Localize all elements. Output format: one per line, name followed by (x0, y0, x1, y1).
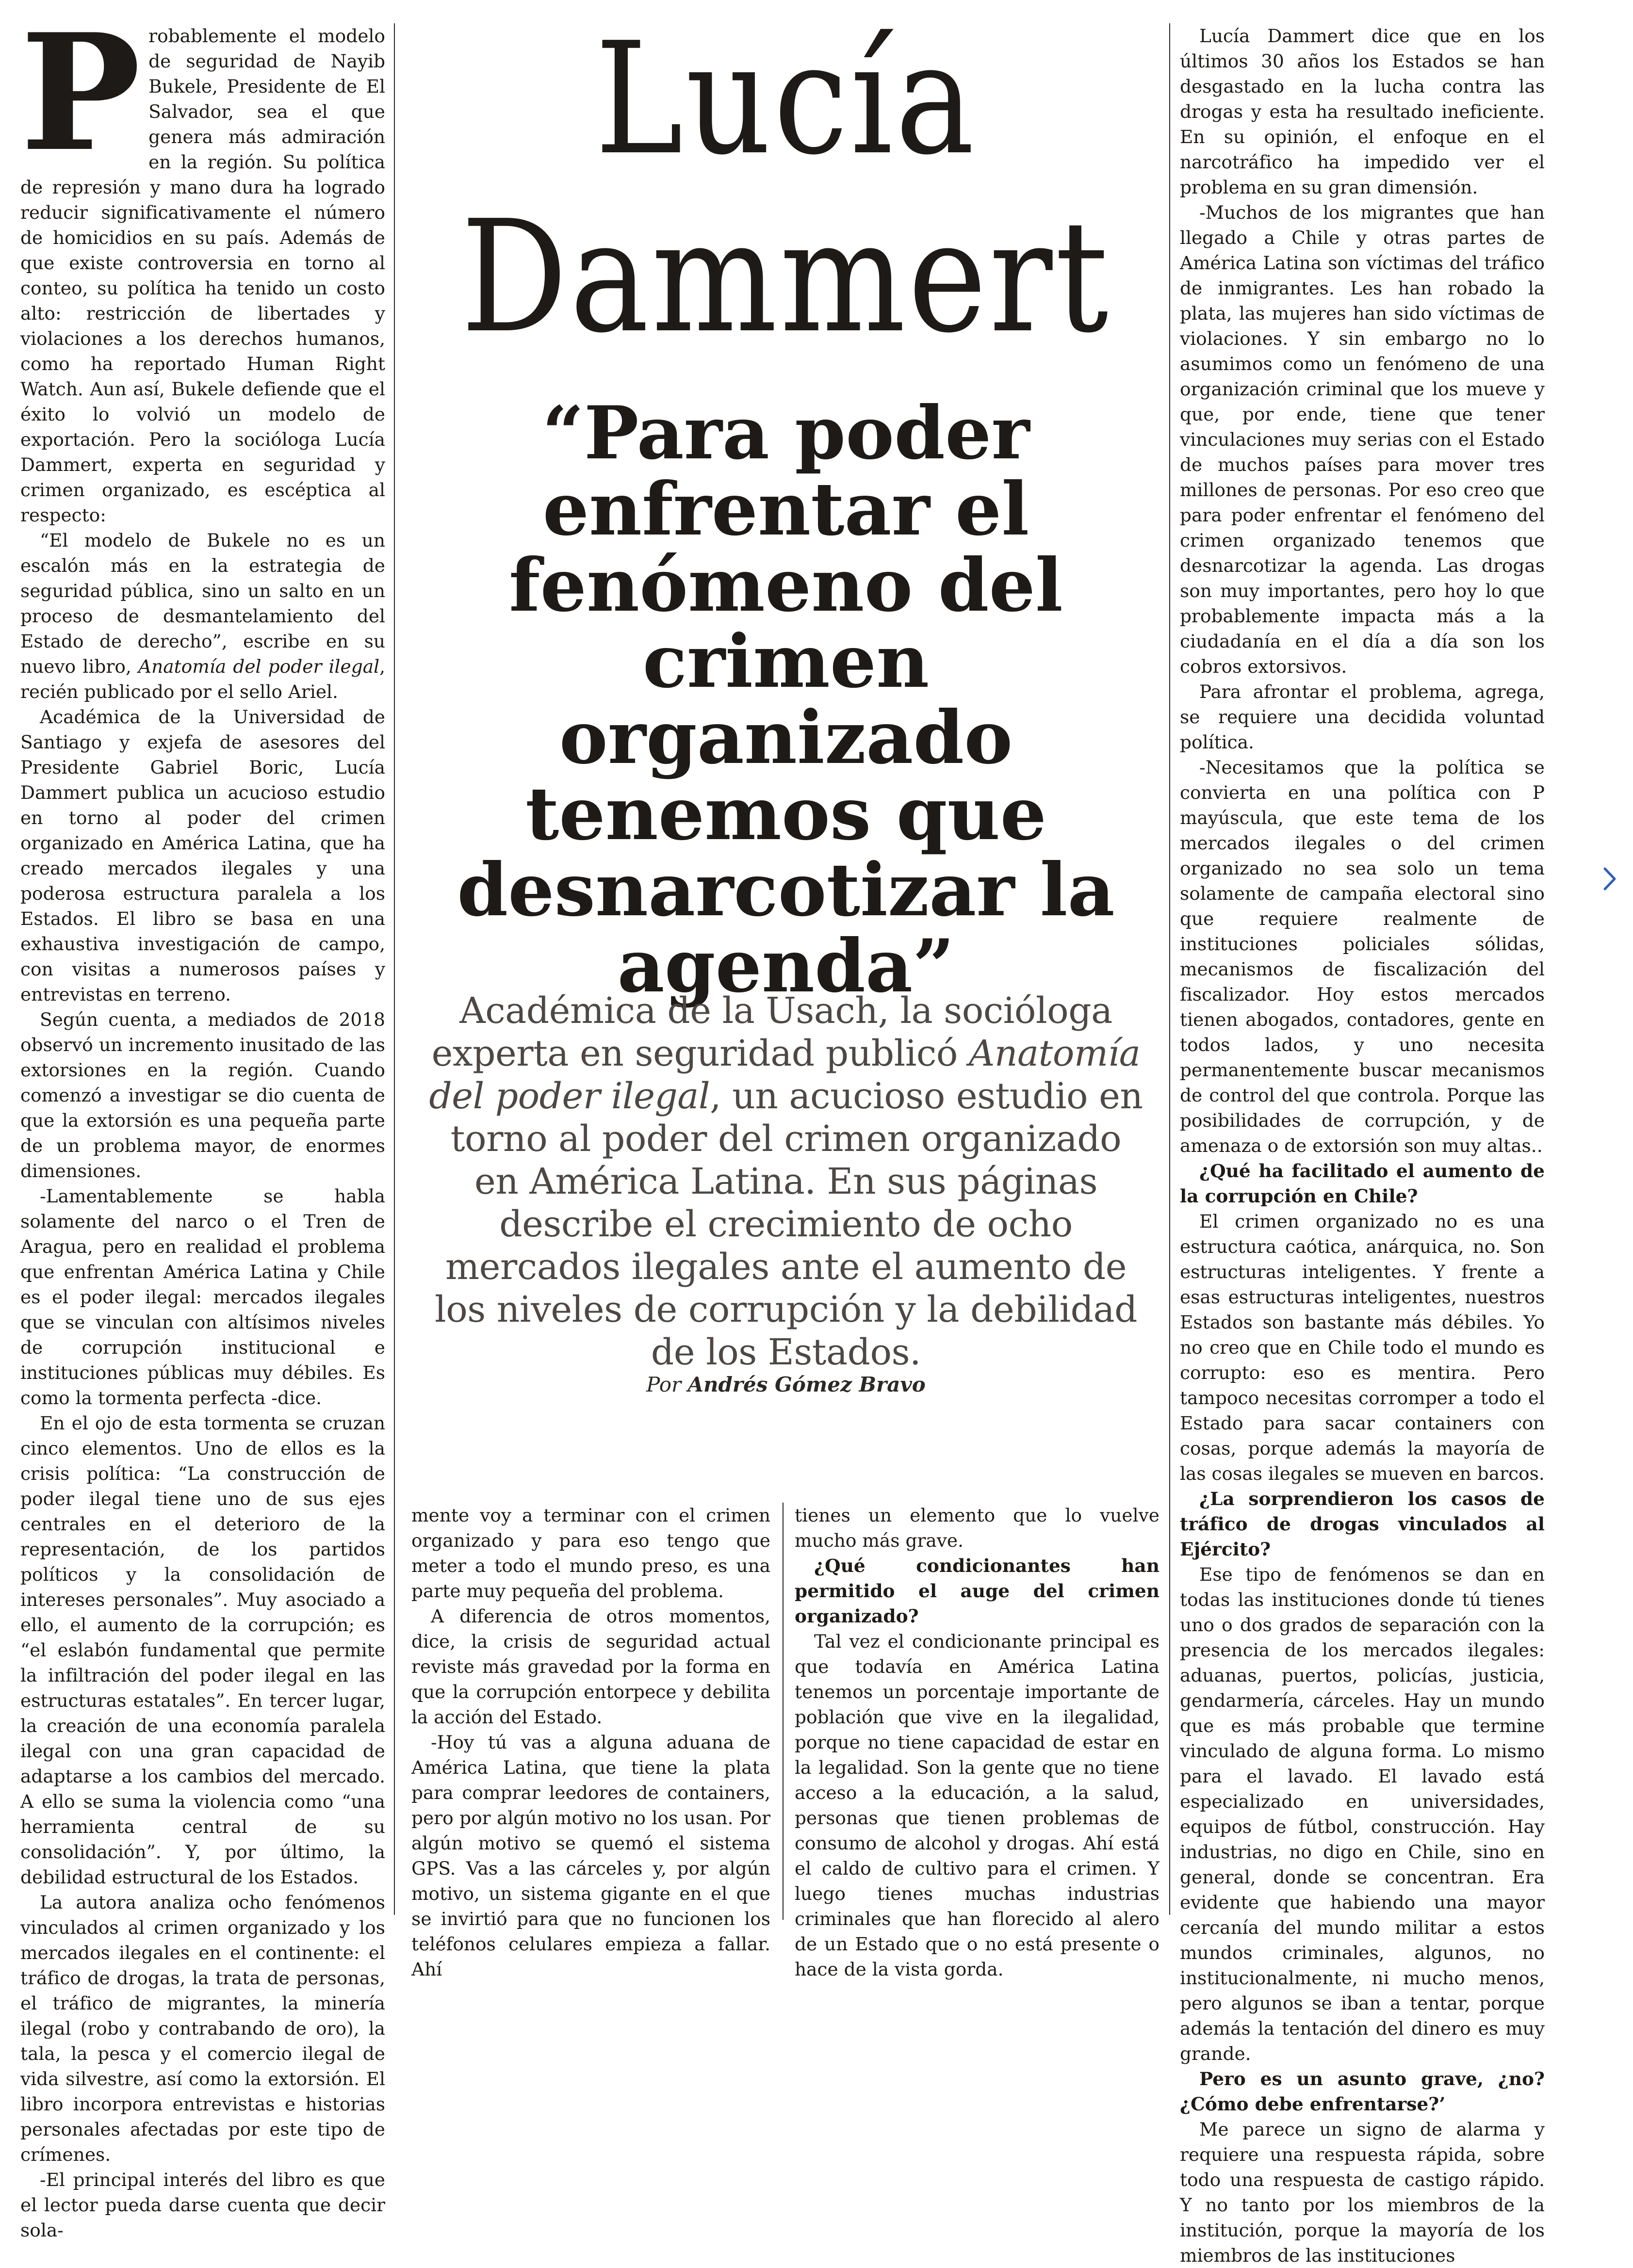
paragraph: Académica de la Universidad de Santiago y exjefa de asesores del Presidente Gabriel Boric, Lucía Dammert publica un acucioso estudio en torno al poder del crimen organizado en América Latina, que ha creado mercados ilegales y una poderosa estructura paralela a los Estados. El libro se basa en una exhaustiva investigación de campo, con visitas a numerosos países y entrevistas en terreno. (20, 706, 385, 1005)
article-column-3 (795, 1503, 1159, 1980)
chevron-right-icon (1602, 866, 1617, 891)
headline-quote: “Para poder enfrentar el fenómeno del crimen organizado tenemos que desnarcotizar la agenda” (457, 390, 1115, 1009)
paragraph: “El modelo de Bukele no es un escalón más en la estrategia de seguridad pública, sino un salto en un proceso de desmantelamiento del Estado de derecho”, escribe en su nuevo libro, Anatomía del poder ilegal, recién publicado por el sello Ariel. (20, 530, 386, 702)
column-rule-middle (783, 1503, 784, 1920)
next-page-chevron-right-icon[interactable] (1599, 863, 1620, 894)
paragraph: tienes un elemento que lo vuelve mucho más grave. (795, 1505, 1159, 1551)
interview-question: ¿Qué ha facilitado el aumento de la corrupción en Chile? (1180, 1160, 1545, 1207)
interview-question: ¿La sorprendieron los casos de tráfico de drogas vinculados al Ejército? (1180, 1488, 1545, 1560)
column-rule-right (1169, 23, 1170, 1915)
deck-book-title: Anatomía del poder ilegal (429, 1033, 1141, 1117)
article-column-1 (20, 0, 386, 2241)
paragraph: Lucía Dammert dice que en los últimos 30 años los Estados se han desgastado en la lucha contra las drogas y esta ha resultado ineficiente. En su opinión, el enfoque en el narcotráfico ha impedido ver el problema en su gran dimensión. (1180, 25, 1545, 198)
paragraph: El crimen organizado no es una estructura caótica, anárquica, no. Son estructuras inteligentes. Y frente a esas estructuras inteligentes, nuestros Estados son bastante más débiles. Yo no creo que en Chile todo el mundo es corrupto: eso es mentira. Pero tampoco necesitas corromper a todo el Estado para sacar containers con cosas, porque además la mayoría de las cosas ilegales se mueven en barcos. (1180, 1211, 1545, 1484)
paragraph: mente voy a terminar con el crimen organizado y para eso tengo que meter a todo el mundo preso, es una parte muy pequeña del problema. (411, 1505, 770, 1602)
interview-question: Pero es un asunto grave, ¿no? ¿Cómo debe enfrentarse?’ (1180, 2068, 1545, 2115)
article-column-4 (1180, 23, 1545, 2266)
byline: Por Andrés Gómez Bravo (646, 1373, 926, 1396)
deck-summary: Académica de la Usach, la socióloga experta en seguridad publicó Anatomía del poder ilegal, un acucioso estudio en torno al poder del crimen organizado en América Latina. En sus páginas describe el crecimiento de ocho mercados ilegales ante el aumento de los niveles de corrupción y la debilidad de los Estados. (429, 990, 1143, 1373)
name-first: Lucía (595, 9, 977, 189)
column-rule-left (394, 23, 395, 1915)
paragraph: -Lamentablemente se habla solamente del narco o el Tren de Aragua, pero en realidad el problema que enfrentan América Latina y Chile es el poder ilegal: mercados ilegales que se vinculan con altísimos niveles de corrupción institucional e instituciones públicas muy débiles. Es como la tormenta perfecta -dice. (20, 1185, 385, 1409)
paragraph: -Hoy tú vas a alguna aduana de América Latina, que tiene la plata para comprar leedores de containers, pero por algún motivo no los usan. Por algún motivo se quemó el sistema GPS. Vas a las cárceles y, por algún motivo, un sistema gigante en el que se invirtió para que no funcionen los teléfonos celulares empieza a fallar. Ahí (411, 1732, 770, 1980)
article-column-2 (411, 1503, 770, 1980)
paragraph: Ese tipo de fenómenos se dan en todas las instituciones donde tú tienes uno o dos grados de separación con la presencia de los mercados ilegales: aduanas, puertos, policías, justicia, gendarmería, cárceles. Hay un mundo que es más probable que termine vinculado de alguna forma. Lo mismo para el lavado. El lavado está especializado en universidades, equipos de fútbol, construcción. Hay industrias, no digo en Chile, sino en general, donde se concentran. Era evidente que habiendo una mayor cercanía del mundo militar a estos mundos criminales, algunos, no institucionalmente, ni mucho menos, pero algunos se iban a tentar, porque además la tentación del dinero es muy grande. (1180, 1564, 1545, 2064)
interview-question: ¿Qué condicionantes han permitido el auge del crimen organizado? (795, 1555, 1159, 1627)
name-last: Dammert (461, 187, 1111, 367)
drop-cap: P (20, 0, 141, 187)
paragraph: Según cuenta, a mediados de 2018 observó un incremento inusitado de las extorsiones en la región. Cuando comenzó a investigar se dio cuenta de que la extorsión es una pequeña parte de un problema mayor, de enormes dimensiones. (20, 1009, 385, 1182)
paragraph: -Necesitamos que la política se convierta en una política con P mayúscula, que este tema de los mercados ilegales o del crimen organizado no sea solo un tema solamente de campaña electoral sino que requiere realmente de instituciones policiales sólidas, mecanismos de fiscalización del fiscalizador. Hoy estos mercados tienen abogados, contadores, gente en todos lados, y uno necesita permanentemente buscar mecanismos de control del que controla. Porque las posibilidades de corrupción, y de amenaza o de extorsión son muy altas.. (1180, 757, 1545, 1156)
paragraph: En el ojo de esta tormenta se cruzan cinco elementos. Uno de ellos es la crisis política: “La construcción de poder ilegal tiene uno de sus ejes centrales en el deterioro de la representación, de los partidos políticos y la consolidación de intereses personales”. Muy asociado a ello, el aumento de la corrupción; es “el eslabón fundamental que permite la infiltración del poder ilegal en las estructuras estatales”. En tercer lugar, la creación de una economía paralela ilegal con una gran capacidad de adaptarse a los cambios del mercado. A ello se suma la violencia como “una herramienta central de su consolidación”. Y, por último, la debilidad estructural de los Estados. (20, 1412, 385, 1888)
byline-author: Andrés Gómez Bravo (687, 1373, 926, 1396)
paragraph: -Muchos de los migrantes que han llegado a Chile y otras partes de América Latina son víctimas del tráfico de inmigrantes. Les han robado la plata, las mujeres han sido víctimas de violaciones. Y sin embargo no lo asumimos como un fenómeno de una organización criminal que los mueve y que, por ende, tiene que tener vinculaciones muy serias con el Estado de muchos países para mover tres millones de personas. Por eso creo que para poder enfrentar el fenómeno del crimen organizado tenemos que desnarcotizar la agenda. Las drogas son muy importantes, pero hoy lo que probablemente impacta más a la ciudadanía en el día a día son los cobros extorsivos. (1180, 202, 1545, 677)
paragraph: Para afrontar el problema, agrega, se requiere una decidida voluntad política. (1180, 681, 1545, 753)
paragraph: Me parece un signo de alarma y requiere una respuesta rápida, sobre todo una respuesta de castigo rápido. Y no tanto por los miembros de la institución, porque la mayoría de los miembros de las instituciones (1180, 2119, 1545, 2266)
intro-paragraph: Probablemente el modelo de seguridad de Nayib Bukele, Presidente de El Salvador, sea el que genera más admiración en la región. Su política de represión y mano dura ha logrado reducir significativamente el número de homicidios en su país. Además de que existe controversia en torno al conteo, su política ha tenido un costo alto: restricción de libertades y violaciones a los derechos humanos, como ha reportado Human Right Watch. Aun así, Bukele defiende que el éxito lo volvió un modelo de exportación. Pero la socióloga Lucía Dammert, experta en seguridad y crimen organizado, es escéptica al respecto: (20, 0, 385, 526)
paragraph: -El principal interés del libro es que el lector pueda darse cuenta que decir sola- (20, 2169, 385, 2241)
paragraph: Tal vez el condicionante principal es que todavía en América Latina tenemos un porcentaje importante de población que vive en la ilegalidad, porque no tiene capacidad de estar en la legalidad. Son la gente que no tiene acceso a la educación, a la salud, personas que tienen problemas de consumo de alcohol y drogas. Ahí está el caldo de cultivo para el crimen. Y luego tienes muchas industrias criminales que han florecido al alero de un Estado que o no está presente o hace de la vista gorda. (795, 1631, 1159, 1980)
paragraph: La autora analiza ocho fenómenos vinculados al crimen organizado y los mercados ilegales en el continente: el tráfico de drogas, la trata de personas, el tráfico de migrantes, la minería ilegal (robo y contrabando de oro), la tala, la pesca y el comercio ilegal de vida silvestre, así como la extorsión. El libro incorpora entrevistas e historias personales afectadas por este tipo de crímenes. (20, 1892, 385, 2165)
paragraph: A diferencia de otros momentos, dice, la crisis de seguridad actual reviste más gravedad por la forma en que la corrupción entorpece y debilita la acción del Estado. (411, 1605, 770, 1728)
book-title: Anatomía del poder ilegal (138, 656, 380, 677)
